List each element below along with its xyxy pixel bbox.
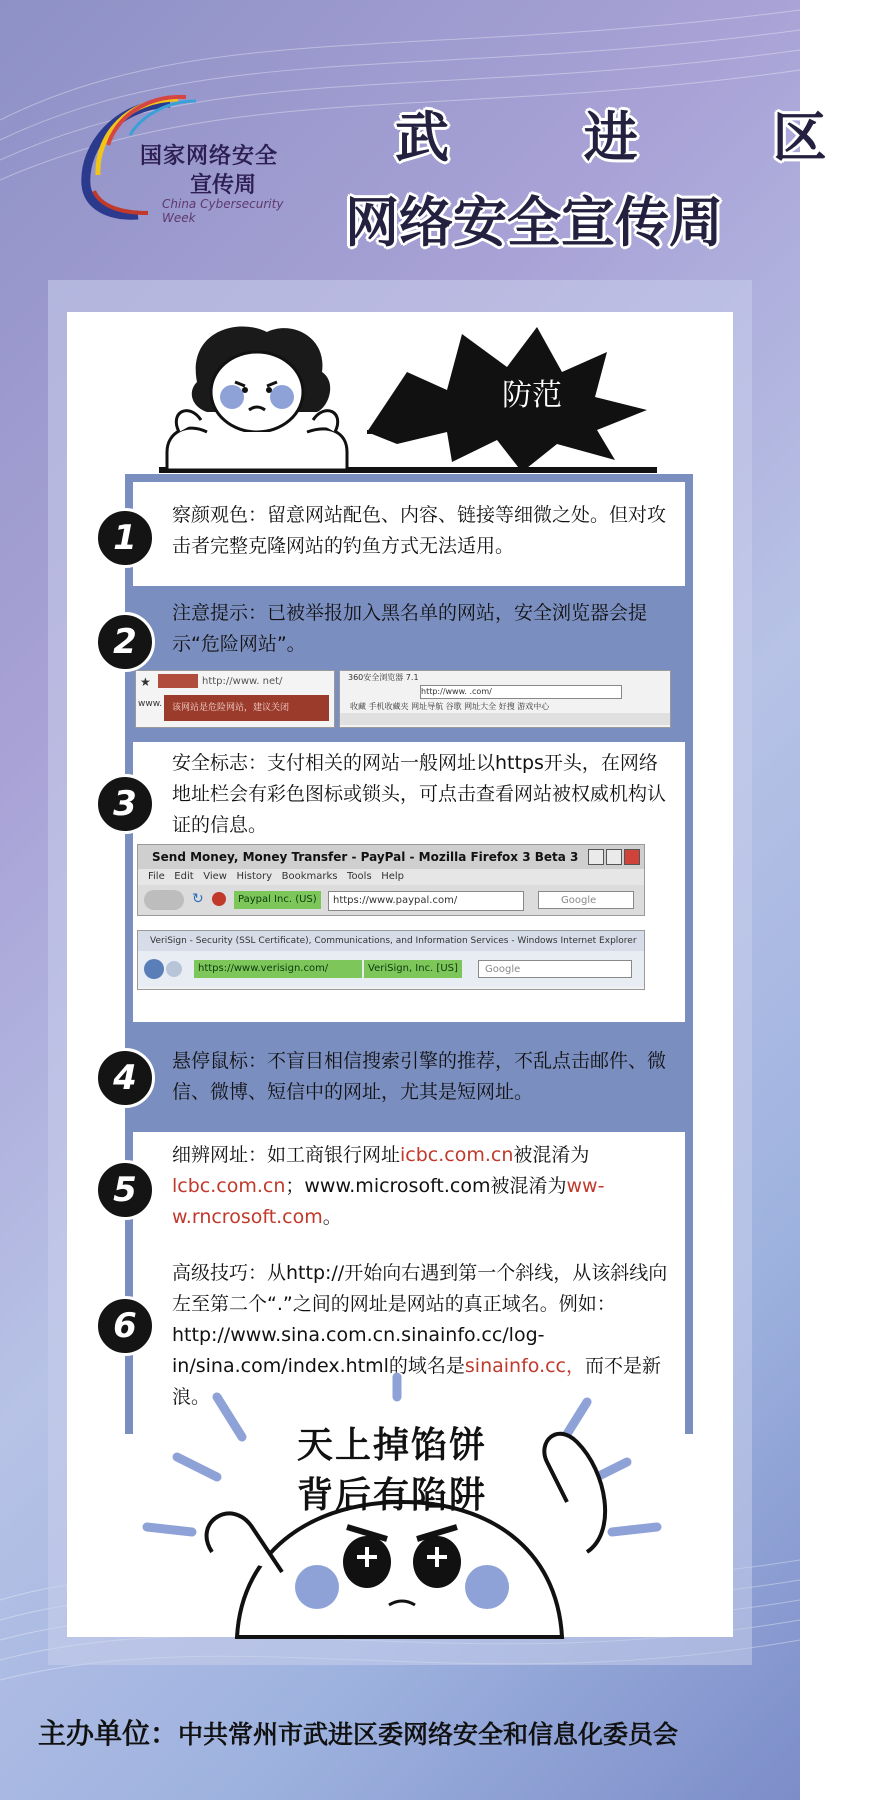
bookmarks-bar: 收藏 手机收藏夹 网址导航 谷歌 网址大全 好搜 游戏中心 xyxy=(350,702,550,711)
bubble-label: 防范 xyxy=(502,378,562,413)
verisign-identity-badge[interactable]: VeriSign, Inc. [US] xyxy=(364,960,462,978)
danger-warning-screenshot-right xyxy=(339,670,671,728)
browser-title: 360安全浏览器 7.1 xyxy=(348,673,419,682)
ie-url-field[interactable]: https://www.verisign.com/ xyxy=(194,960,362,978)
ie-verisign-screenshot xyxy=(137,930,645,990)
menu-edit[interactable]: Edit xyxy=(174,871,194,882)
real-domain: icbc.com.cn xyxy=(400,1144,514,1166)
firefox-search-field[interactable]: Google xyxy=(538,891,634,909)
tip-2-text: 注意提示：已被举报加入黑名单的网站，安全浏览器会提示“危险网站”。 xyxy=(172,602,648,655)
logo-text-en: China Cybersecurity Week xyxy=(162,197,284,225)
menu-tools[interactable]: Tools xyxy=(347,871,372,882)
tip-1-text: 察颜观色：留意网站配色、内容、链接等细微之处。但对攻击者完整克隆网站的钓鱼方式无法适用。 xyxy=(172,504,667,557)
hero-illustration xyxy=(67,312,733,482)
section-3 xyxy=(113,734,693,1030)
worried-character-icon xyxy=(67,312,733,482)
number-badge-2: 2 xyxy=(95,612,155,672)
tip-4-text: 悬停鼠标：不盲目相信搜索引擎的推荐，不乱点击邮件、微信、微博、短信中的网址，尤其是短网址。 xyxy=(172,1050,667,1103)
firefox-title-bar: Send Money, Money Transfer - PayPal - Mozilla Firefox 3 Beta 3 xyxy=(138,845,644,869)
organizer-name: 中共常州市武进区委网络安全和信息化委员会 xyxy=(178,1720,679,1749)
number-badge-1: 1 xyxy=(95,508,155,568)
menu-file[interactable]: File xyxy=(148,871,165,882)
ie-search-field[interactable]: Google xyxy=(478,960,632,978)
firefox-paypal-screenshot xyxy=(137,844,645,916)
back-forward-icon[interactable] xyxy=(144,890,184,910)
firefox-url-field[interactable]: https://www.paypal.com/ xyxy=(328,891,524,911)
menu-bookmarks[interactable]: Bookmarks xyxy=(281,871,338,882)
cybersecurity-week-logo xyxy=(78,95,308,225)
number-badge-4: 4 xyxy=(95,1048,155,1108)
tip-5-text: 细辨网址：如工商银行网址icbc.com.cn被混淆为lcbc.com.cn；www.microsoft.com被混淆为ww-w.rncrosoft.com。 xyxy=(172,1144,605,1228)
section-2 xyxy=(113,594,693,734)
real-domain-example: sinainfo.cc， xyxy=(464,1355,586,1377)
danger-warning-banner: 该网站是危险网站，建议关闭 xyxy=(164,695,329,721)
reload-icon[interactable]: ↻ xyxy=(192,891,204,907)
title-week: 网络安全宣传周 xyxy=(345,191,723,254)
content-board xyxy=(67,312,733,1637)
logo-text-cn-line1: 国家网络安全 xyxy=(140,144,279,169)
section-1 xyxy=(113,474,693,594)
slogan-line2: 背后有陷阱 xyxy=(297,1475,488,1516)
slogan-line1: 天上掉馅饼 xyxy=(297,1425,488,1466)
left-url-bar: http://www. net/ xyxy=(202,673,326,691)
title-district: 武 进 区 xyxy=(395,106,885,169)
ie-forward-icon[interactable] xyxy=(166,961,182,977)
logo-text-cn-line2: 宣传周 xyxy=(190,173,257,198)
right-url-bar: http://www. .com/ xyxy=(420,685,622,699)
menu-view[interactable]: View xyxy=(203,871,227,882)
menu-history[interactable]: History xyxy=(236,871,273,882)
organizer-footer xyxy=(38,1712,678,1752)
menu-help[interactable]: Help xyxy=(381,871,405,882)
stop-icon[interactable] xyxy=(212,892,226,906)
firefox-menu-bar xyxy=(138,869,644,885)
danger-warning-screenshot-left: ★ http://www. net/ www. 该网站是危险网站，建议关闭 xyxy=(135,670,335,728)
tip-3-text: 安全标志：支付相关的网站一般网址以https开头，在网络地址栏会有彩色图标或锁头，可点击查看网站被权威机构认证的信息。 xyxy=(172,752,667,836)
organizer-label: 主办单位： xyxy=(38,1717,179,1750)
tip-6-text: 高级技巧：从http://开始向右遇到第一个斜线，从该斜线向左至第二个“.”之间的网址是网站的真正域名。例如：http://www.sina.com.cn.sinainfo.cc/log-in/sina.com/index.html的域名是sinainfo.cc，而不是新浪。 xyxy=(172,1262,668,1408)
paypal-identity-badge[interactable]: Paypal Inc. (US) xyxy=(234,891,321,909)
section-4 xyxy=(113,1030,693,1124)
fake-domain-2: ww-w.rncrosoft.com xyxy=(172,1175,605,1228)
ie-back-icon[interactable] xyxy=(144,959,164,979)
number-badge-5: 5 xyxy=(95,1160,155,1220)
number-badge-6: 6 xyxy=(95,1296,155,1356)
number-badge-3: 3 xyxy=(95,774,155,834)
fake-domain-1: lcbc.com.cn xyxy=(172,1175,286,1197)
left-url-prefix: www. xyxy=(138,699,163,709)
ie-title-bar: VeriSign - Security (SSL Certificate), Communications, and Information Services - Windows Internet Explorer xyxy=(138,931,644,951)
